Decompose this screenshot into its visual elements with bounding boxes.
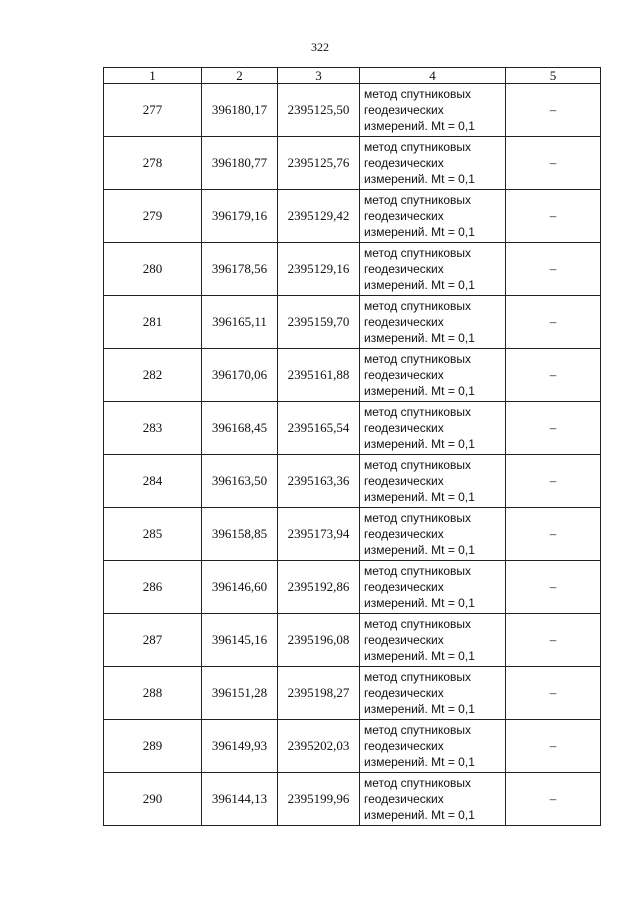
x-coordinate-cell: 396179,16 (202, 190, 278, 243)
y-coordinate-cell: 2395159,70 (278, 296, 360, 349)
y-coordinate-cell: 2395198,27 (278, 667, 360, 720)
y-coordinate-cell: 2395196,08 (278, 614, 360, 667)
column-header-1: 1 (104, 68, 202, 84)
method-line-2: геодезических (364, 633, 444, 647)
table-row (104, 455, 601, 508)
x-coordinate-cell: 396151,28 (202, 667, 278, 720)
x-coordinate-cell: 396163,50 (202, 455, 278, 508)
x-coordinate-cell: 396178,56 (202, 243, 278, 296)
method-cell (360, 243, 506, 296)
x-coordinate-cell: 396158,85 (202, 508, 278, 561)
note-cell: – (506, 667, 601, 720)
page-number: 322 (311, 40, 329, 54)
method-cell (360, 296, 506, 349)
y-coordinate-cell: 2395129,16 (278, 243, 360, 296)
method-line-2: геодезических (364, 474, 444, 488)
table-row (104, 508, 601, 561)
point-number-cell: 285 (104, 508, 202, 561)
x-coordinate-cell: 396144,13 (202, 773, 278, 826)
point-number-cell: 278 (104, 137, 202, 190)
method-cell (360, 773, 506, 826)
point-number-cell: 284 (104, 455, 202, 508)
method-line-1: метод спутниковых (364, 299, 472, 313)
method-line-2: геодезических (364, 156, 444, 170)
column-header-5: 5 (506, 68, 601, 84)
method-line-3: измерений. Mt = 0,1 (364, 278, 475, 292)
method-line-2: геодезических (364, 580, 444, 594)
y-coordinate-cell: 2395199,96 (278, 773, 360, 826)
table-row (104, 243, 601, 296)
method-line-3: измерений. Mt = 0,1 (364, 384, 475, 398)
method-line-1: метод спутниковых (364, 458, 472, 472)
table-row (104, 137, 601, 190)
note-cell: – (506, 561, 601, 614)
method-line-3: измерений. Mt = 0,1 (364, 755, 475, 769)
point-number-cell: 282 (104, 349, 202, 402)
method-cell (360, 137, 506, 190)
x-coordinate-cell: 396145,16 (202, 614, 278, 667)
point-number-cell: 283 (104, 402, 202, 455)
method-line-1: метод спутниковых (364, 723, 472, 737)
y-coordinate-cell: 2395163,36 (278, 455, 360, 508)
note-cell: – (506, 773, 601, 826)
table-body (104, 84, 601, 826)
note-cell: – (506, 402, 601, 455)
method-cell (360, 720, 506, 773)
point-number-cell: 277 (104, 84, 202, 137)
note-cell: – (506, 84, 601, 137)
method-line-3: измерений. Mt = 0,1 (364, 596, 475, 610)
y-coordinate-cell: 2395165,54 (278, 402, 360, 455)
x-coordinate-cell: 396165,11 (202, 296, 278, 349)
method-line-2: геодезических (364, 739, 444, 753)
table-row (104, 667, 601, 720)
method-line-1: метод спутниковых (364, 140, 472, 154)
method-line-2: геодезических (364, 792, 444, 806)
method-line-2: геодезических (364, 686, 444, 700)
y-coordinate-cell: 2395202,03 (278, 720, 360, 773)
method-line-2: геодезических (364, 209, 444, 223)
method-line-1: метод спутниковых (364, 405, 472, 419)
point-number-cell: 289 (104, 720, 202, 773)
table-row (104, 773, 601, 826)
y-coordinate-cell: 2395161,88 (278, 349, 360, 402)
method-line-2: геодезических (364, 315, 444, 329)
point-number-cell: 290 (104, 773, 202, 826)
table-row (104, 720, 601, 773)
point-number-cell: 279 (104, 190, 202, 243)
column-header-3: 3 (278, 68, 360, 84)
method-line-3: измерений. Mt = 0,1 (364, 649, 475, 663)
note-cell: – (506, 190, 601, 243)
y-coordinate-cell: 2395173,94 (278, 508, 360, 561)
note-cell: – (506, 349, 601, 402)
note-cell: – (506, 137, 601, 190)
point-number-cell: 281 (104, 296, 202, 349)
method-line-2: геодезических (364, 262, 444, 276)
method-line-1: метод спутниковых (364, 87, 472, 101)
method-line-1: метод спутниковых (364, 246, 472, 260)
method-line-1: метод спутниковых (364, 564, 472, 578)
table-row (104, 296, 601, 349)
coordinates-table (103, 67, 601, 826)
method-line-2: геодезических (364, 527, 444, 541)
table-row (104, 561, 601, 614)
method-line-1: метод спутниковых (364, 776, 472, 790)
table-row (104, 190, 601, 243)
method-line-2: геодезических (364, 368, 444, 382)
table-row (104, 349, 601, 402)
note-cell: – (506, 508, 601, 561)
method-line-2: геодезических (364, 103, 444, 117)
column-header-2: 2 (202, 68, 278, 84)
method-cell (360, 190, 506, 243)
y-coordinate-cell: 2395125,76 (278, 137, 360, 190)
x-coordinate-cell: 396180,77 (202, 137, 278, 190)
table-header (104, 68, 601, 84)
method-line-3: измерений. Mt = 0,1 (364, 543, 475, 557)
point-number-cell: 286 (104, 561, 202, 614)
point-number-cell: 287 (104, 614, 202, 667)
note-cell: – (506, 455, 601, 508)
x-coordinate-cell: 396180,17 (202, 84, 278, 137)
point-number-cell: 288 (104, 667, 202, 720)
method-cell (360, 349, 506, 402)
note-cell: – (506, 243, 601, 296)
method-line-3: измерений. Mt = 0,1 (364, 437, 475, 451)
method-line-3: измерений. Mt = 0,1 (364, 808, 475, 822)
note-cell: – (506, 614, 601, 667)
y-coordinate-cell: 2395129,42 (278, 190, 360, 243)
method-line-3: измерений. Mt = 0,1 (364, 702, 475, 716)
table-row (104, 614, 601, 667)
method-line-3: измерений. Mt = 0,1 (364, 225, 475, 239)
method-line-3: измерений. Mt = 0,1 (364, 119, 475, 133)
table-row (104, 84, 601, 137)
header-row (104, 68, 601, 84)
method-line-1: метод спутниковых (364, 511, 472, 525)
method-cell (360, 614, 506, 667)
method-line-3: измерений. Mt = 0,1 (364, 331, 475, 345)
table-row (104, 402, 601, 455)
y-coordinate-cell: 2395125,50 (278, 84, 360, 137)
method-line-2: геодезических (364, 421, 444, 435)
method-cell (360, 84, 506, 137)
note-cell: – (506, 720, 601, 773)
x-coordinate-cell: 396170,06 (202, 349, 278, 402)
method-line-1: метод спутниковых (364, 193, 472, 207)
method-cell (360, 455, 506, 508)
x-coordinate-cell: 396168,45 (202, 402, 278, 455)
method-line-1: метод спутниковых (364, 352, 472, 366)
method-cell (360, 508, 506, 561)
method-line-3: измерений. Mt = 0,1 (364, 490, 475, 504)
method-line-1: метод спутниковых (364, 670, 472, 684)
column-header-4: 4 (360, 68, 506, 84)
x-coordinate-cell: 396146,60 (202, 561, 278, 614)
method-cell (360, 561, 506, 614)
x-coordinate-cell: 396149,93 (202, 720, 278, 773)
method-cell (360, 402, 506, 455)
y-coordinate-cell: 2395192,86 (278, 561, 360, 614)
method-cell (360, 667, 506, 720)
method-line-3: измерений. Mt = 0,1 (364, 172, 475, 186)
point-number-cell: 280 (104, 243, 202, 296)
method-line-1: метод спутниковых (364, 617, 472, 631)
note-cell: – (506, 296, 601, 349)
